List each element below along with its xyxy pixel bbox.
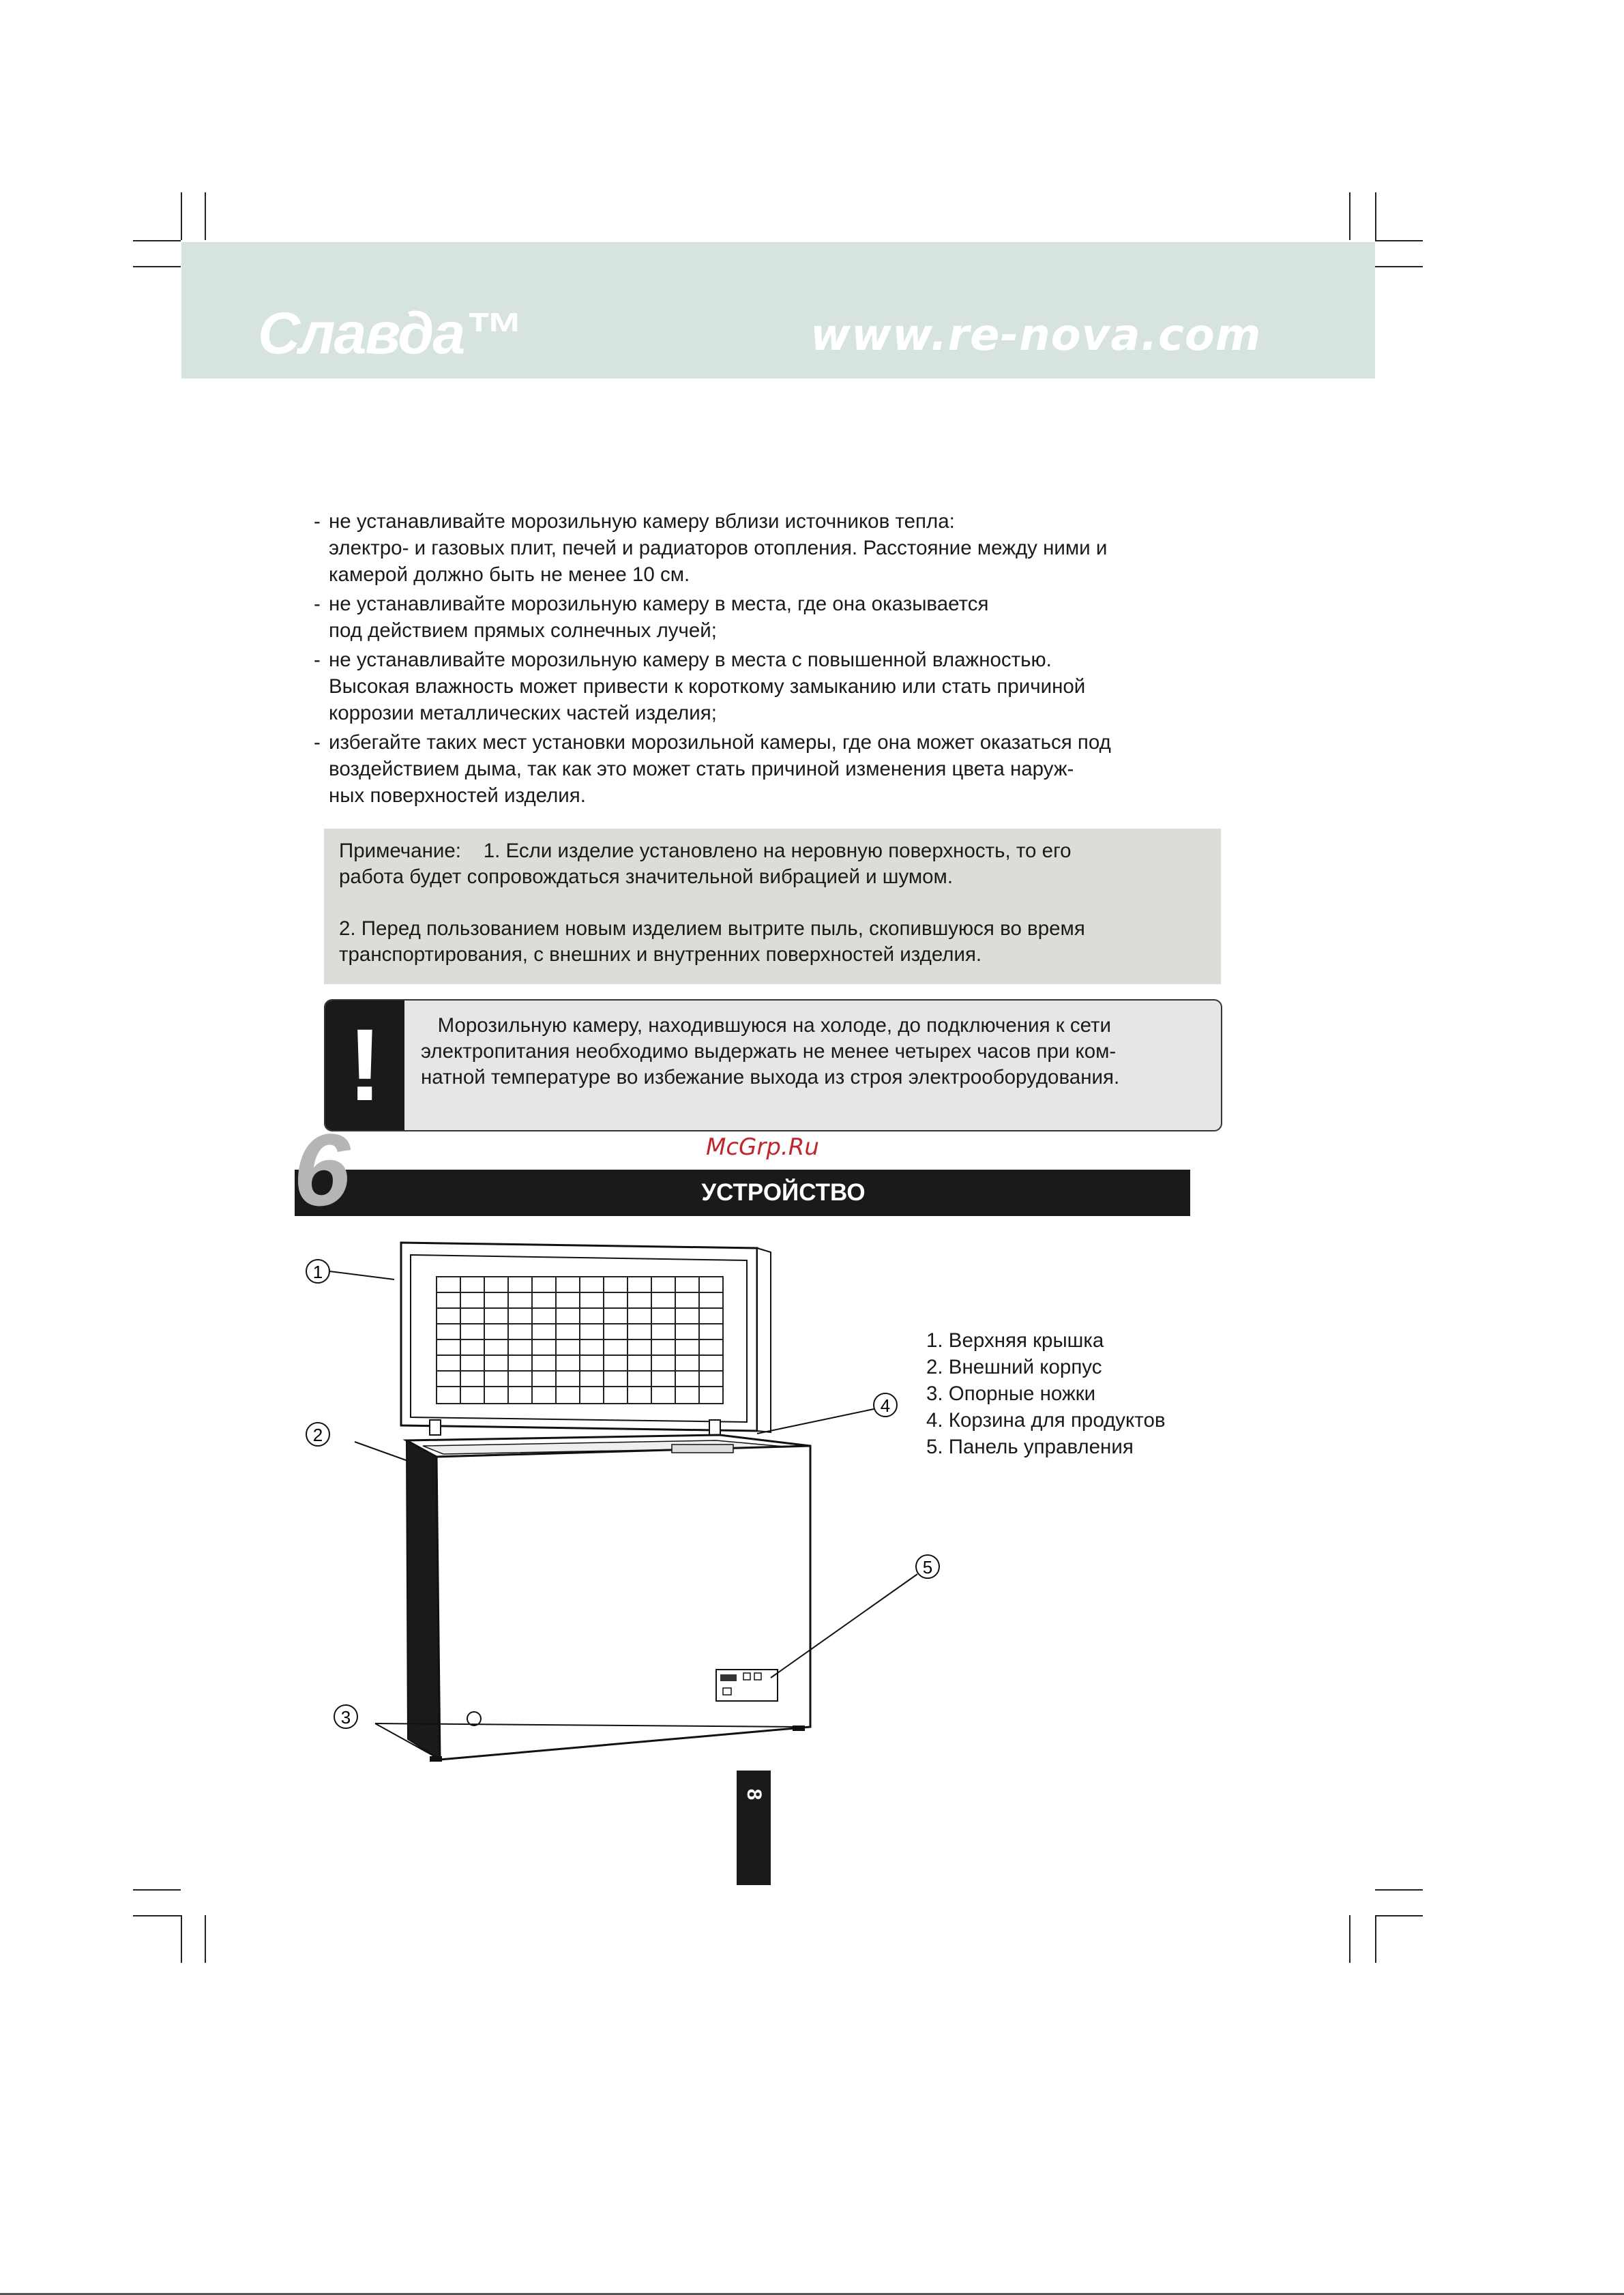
warning-line: натной температуре во избежание выхода из строя электрооборудования. <box>421 1066 1120 1089</box>
list-item-line: не устанавливайте морозильную камеру в места с повышенной влажностью. <box>329 649 1052 671</box>
note-line: 2. Перед пользованием новым изделием вытрите пыль, скопившуюся во время <box>339 917 1085 940</box>
section-title: УСТРОЙСТВО <box>701 1179 866 1206</box>
crop-mark <box>1375 192 1376 240</box>
crop-mark <box>1375 1889 1423 1891</box>
crop-mark <box>133 1915 181 1916</box>
watermark-link[interactable]: McGrp.Ru <box>706 1134 819 1161</box>
list-item-line: электро- и газовых плит, печей и радиаторов отопления. Расстояние между ними и <box>329 537 1108 559</box>
note-line: транспортирования, с внешних и внутренних поверхностей изделия. <box>339 943 982 966</box>
warning-text <box>421 1013 1119 1091</box>
note-line: работа будет сопровождаться значительной вибрацией и шумом. <box>339 865 954 888</box>
crop-mark <box>1375 1915 1376 1963</box>
list-item-line: под действием прямых солнечных лучей; <box>329 619 717 642</box>
crop-mark <box>133 266 181 267</box>
parts-legend <box>926 1327 1166 1460</box>
svg-text:1: 1 <box>312 1262 323 1282</box>
note-box <box>324 829 1221 984</box>
list-item-line: камерой должно быть не менее 10 см. <box>329 563 690 586</box>
svg-text:5: 5 <box>922 1557 933 1578</box>
list-item <box>314 647 1221 726</box>
crop-mark <box>181 192 182 240</box>
brand-logo: Славда™ <box>258 301 522 366</box>
crop-mark <box>1349 192 1350 240</box>
list-item-line: Высокая влажность может привести к короткому замыканию или стать причиной <box>329 675 1086 698</box>
note-line: Примечание: 1. Если изделие установлено на неровную поверхность, то его <box>339 840 1072 862</box>
callout-2 <box>306 1423 408 1461</box>
list-item-line: избегайте таких мест установки морозильной камеры, где она может оказаться под <box>329 731 1111 754</box>
section-number: 6 <box>293 1112 351 1227</box>
crop-mark <box>133 1889 181 1891</box>
body-drawing <box>407 1435 810 1762</box>
list-item <box>314 591 1221 644</box>
exclamation-icon: ! <box>348 1007 382 1122</box>
legend-item: 2. Внешний корпус <box>926 1356 1102 1378</box>
legend-item: 1. Верхняя крышка <box>926 1329 1104 1352</box>
crop-mark <box>205 192 206 240</box>
installation-rules-list <box>314 508 1221 812</box>
warning-bar <box>325 1001 404 1130</box>
svg-text:4: 4 <box>880 1395 891 1416</box>
bullet-dash: - <box>314 593 321 615</box>
list-item <box>314 508 1221 588</box>
callout-4 <box>757 1393 897 1434</box>
lid-drawing <box>401 1243 771 1435</box>
crop-mark <box>205 1915 206 1963</box>
warning-box <box>324 999 1222 1131</box>
list-item-line: не устанавливайте морозильную камеру вблизи источников тепла: <box>329 510 955 533</box>
list-item-line: воздействием дыма, так как это может стать причиной изменения цвета наруж- <box>329 758 1074 780</box>
crop-mark <box>1375 266 1423 267</box>
list-item-line: ных поверхностей изделия. <box>329 784 586 807</box>
crop-mark <box>1375 240 1423 241</box>
section-heading-bar <box>295 1170 1190 1216</box>
list-item-line: коррозии металлических частей изделия; <box>329 702 717 724</box>
page-number: 8 <box>743 1788 765 1801</box>
legend-item: 4. Корзина для продуктов <box>926 1409 1166 1432</box>
crop-mark <box>1375 1915 1423 1916</box>
warning-line: Морозильную камеру, находившуюся на холоде, до подключения к сети <box>421 1014 1112 1037</box>
svg-text:3: 3 <box>340 1707 351 1728</box>
callout-1 <box>306 1260 394 1283</box>
list-item-line: не устанавливайте морозильную камеру в места, где она оказывается <box>329 593 989 615</box>
list-item <box>314 729 1221 809</box>
warning-line: электропитания необходимо выдержать не менее четырех часов при ком- <box>421 1040 1117 1063</box>
page-number-tab <box>737 1771 771 1885</box>
website-url: www.re-nova.com <box>810 310 1262 361</box>
bullet-dash: - <box>314 510 321 533</box>
bullet-dash: - <box>314 731 321 754</box>
freezer-diagram <box>293 1228 948 1773</box>
crop-mark <box>181 1915 182 1963</box>
note-text <box>339 838 1085 968</box>
bullet-dash: - <box>314 649 321 671</box>
svg-text:2: 2 <box>312 1425 323 1445</box>
crop-mark <box>133 240 181 241</box>
legend-item: 3. Опорные ножки <box>926 1382 1096 1405</box>
crop-mark <box>1349 1915 1350 1963</box>
legend-item: 5. Панель управления <box>926 1436 1134 1458</box>
